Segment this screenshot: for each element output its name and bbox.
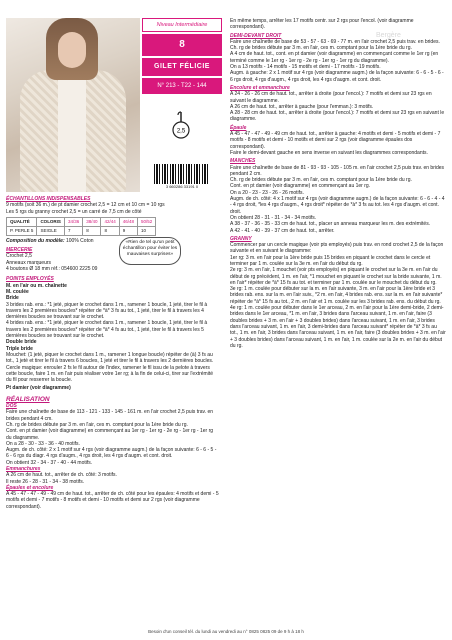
- table-header: QUALITÉ: [7, 217, 37, 226]
- table-header: COLORIS: [37, 217, 65, 226]
- man-step: Ch. rg de brides débute par 3 m. en l'air, ces m. comptant pour la 1ère bride du rg.: [230, 177, 412, 184]
- dd-step: A 4 cm de haut. tot., cont. en pt damier (voir diagramme) en commençant comme le 1er rg (en terminé comme le 1er rg - 1er rg - 2e rg - 1er rg - 1er rg du diagramme).: [230, 51, 439, 64]
- top-shape: [58, 74, 86, 192]
- emm-step: A 26 cm de haut. tot., arrêter de ch. côté: 3 motifs.: [6, 472, 117, 479]
- brand-watermark: Bergère: [376, 32, 401, 39]
- composition-label: Composition du modèle:: [6, 237, 65, 244]
- composition-line: [6, 238, 219, 244]
- encolure-title: Encolure et emmanchure: [230, 84, 290, 91]
- dos-step: On obtient 32 - 34 - 37 - 40 - 44 motifs.: [6, 459, 93, 466]
- man-step: A 42 - 41 - 40 - 39 - 37 cm de haut. tot., arrêter.: [230, 227, 335, 234]
- granny-title: GRANNY: [230, 235, 252, 242]
- samples-text: 9 motifs (soit 36 m.) de pt damier crochet 2,5 = 12 cm et 10 cm = 10 rgs Les 5 rgs du granny crochet 2,5 = un carré de 7,5 cm de côté: [6, 202, 165, 215]
- hook-size: 2,5: [176, 128, 186, 135]
- granny-step: 4e rg: 1 m. coulée pour débuter dans le 1er arceau, 2 m. en l'air pour la 1ère demi-bride, 2 demi-brides dans le 1er arceau, *1 m. en l'air, 3 brides dans l'arceau suivant, 1 m. en l'air, faire (3 doubles brides + 3 m. en l'air + 3 doubles brides) dans l'arceau suivant, 1 m. en l'air, 3 brides dans l'arceau suivant, 1 m. en l'air, 3 demi-brides dans l'arceau suivant* répéter de *à* 3 fs au tot., 1 m. en l'air, 3 brides dans l'arceau suivant, 1 m. en l'air, faire (3 doubles brides + 3 m. en l'air + 3 doubles brides) dans l'arceau suivant, 1 m. en l'air, 1 m. coulée sur la 2e m. en l'air du début du rg.: [230, 305, 446, 349]
- table-header: 38/40: [83, 217, 101, 226]
- man-step: On a 20 - 23 - 23 - 26 - 26 motifs.: [230, 189, 304, 196]
- dos-title: DOS: [6, 403, 17, 410]
- man-step: Cont. en pt damier (voir diagramme) en commençant au 1er rg.: [230, 183, 371, 190]
- demi-devant-title: DEMI-DEVANT DROIT: [230, 32, 282, 39]
- points-title: POINTS EMPLOYÉS: [6, 276, 54, 283]
- right-column: [230, 18, 446, 349]
- mercerie-title: MERCERIE: [6, 247, 33, 254]
- pattern-info-box: [142, 18, 222, 192]
- table-header: 50/52: [138, 217, 156, 226]
- table-cell: P. PERLE 5: [7, 226, 37, 235]
- table-cell: 8: [83, 226, 101, 235]
- granny-step: Commencer par un cercle magique (voir pts employés) puis trav. en rond crochet 2,5 de la façon suivante et en suivant le diagramme:: [230, 242, 444, 255]
- barcode-number: 3 660286 33191 0: [165, 184, 199, 189]
- point-3-brides: 3 brides rab. ens.: *1 jeté, piquer le crochet dans 1 m., ramener 1 boucle, 1 jeté, tirer le fil à travers les 2 premières boucles* répéter de *à* 3 fs au tot., 1 jeté, tirer le fil à travers les 4 dernières boucles se trouvant sur le crochet.: [6, 301, 208, 321]
- point-line: Bride: [6, 295, 19, 302]
- table-cell: 9: [119, 226, 137, 235]
- epaules-step: A 45 - 47 - 47 - 49 - 49 cm de haut. tot., arrêter de ch. côté pour les épaules: 4 motifs et demi - 5 motifs et demi - 7 motifs - 8 motifs et demi - 10 motifs et demi sur 2 rgs (voir diagramme correspondant).: [6, 491, 219, 510]
- enc-step: A 26 cm de haut. tot., arrêter à gauche (pour l'emman.): 3 motifs.: [230, 103, 374, 110]
- footer-text: Besoin d'un conseil tél. du lundi au vendredi au n° 0825 0825 09 de 9 h à 18 h: [148, 629, 304, 634]
- difficulty-level: Niveau Intermédiaire: [142, 18, 222, 32]
- table-header: 46/48: [119, 217, 137, 226]
- point-cercle: Cercle magique: enrouler 2 fs le fil autour de l'index, ramener le fil issu de la pelote à travers cette boucle, faire 1 m. en l'air puis réaliser votre 1er rg; à la fin de celui-ci, tirer sur l'extrémité du fil pour resserrer la boucle.: [6, 364, 213, 384]
- crochet-hook-icon: [170, 110, 192, 140]
- table-cell: 8: [101, 226, 119, 235]
- man-step: Augm. de ch. côté: 4 x 1 motif sur 4 rgs (voir diagramme augm.) de la façon suivante: 6 - 6 - 4 - 4 - 4 rgs droit, *les 4 rgs d'augm., 4 rgs droit* répéter de *à* 3 fs au tot. les 4 rgs d'augm. et cont. droit.: [230, 196, 445, 215]
- dd-step: On a 13 motifs - 14 motifs - 15 motifs et demi - 17 motifs - 19 motifs.: [230, 64, 381, 71]
- point-double-bride: Double bride: [6, 339, 37, 346]
- enc-step: A 24 - 26 - 26 cm de haut. tot., arrêter à droite (pour l'encol.): 7 motifs et demi sur 23 rgs en suivant le diagramme.: [230, 91, 432, 104]
- point-triple-bride: Triple bride: [6, 345, 33, 352]
- point-damier: Pt damier (voir diagramme): [6, 385, 71, 392]
- dos-step: Faire une chaînette de base de 113 - 121 - 133 - 145 - 161 m. en l'air crochet 2,5 puis trav. en brides pendant 4 cm.: [6, 409, 214, 422]
- composition-value: 100% Coton: [66, 237, 94, 244]
- barcode: [154, 164, 210, 184]
- dos-step: Ch. rg de brides débute par 3 m. en l'air, ces m. comptant pour la 1ère bride du rg.: [6, 421, 188, 428]
- point-4-brides: 4 brides rab. ens.: *1 jeté, piquer le crochet dans 1 m., ramener 1 boucle, 1 jeté, tirer le fil à travers les 2 premières boucles* répéter de *à* 4 fs au tot., 1 jeté, tirer le fil à travers les 5 dernières boucles se trouvant sur le crochet.: [6, 320, 208, 340]
- pattern-ref: N° 213 - T22 - 144: [142, 78, 222, 94]
- tip-bubble: «Rien de tel qu'un petit échantillon pour éviter les mauvaises surprises»: [119, 237, 181, 265]
- epaule-step: A 45 - 47 - 47 - 49 - 49 cm de haut. tot., arrêter à gauche: 4 motifs et demi - 5 motifs et demi - 7 motifs - 8 motifs et demi - 10 motifs et demi sur 2 rgs (voir diagramme épaules dos correspondant).: [230, 131, 441, 150]
- dos-step: Augm. de ch. côté: 2 x 1 motif sur 4 rgs (voir diagramme augm.) de la façon suivante: 6 - 6 - 5 - 6 - 6 rgs du diagr. 4 rgs d'augm., 4 rgs droit, les 4 rgs d'augm. et cont. droit.: [6, 447, 217, 460]
- pattern-number: 8: [142, 34, 222, 56]
- point-line: M. en l'air ou m. chaînette: [6, 282, 67, 289]
- table-cell: SEIGLE: [37, 226, 65, 235]
- point-mouchet: Mouchet: (1 jeté, piquer le crochet dans 1 m., ramener 1 longue boucle) répéter de (à) 3 fs au tot., 1 jeté et tirer le fil à travers 6 boucles, 1 jeté et tirer le fil à travers les 2 dernières boucles.: [6, 351, 214, 365]
- pattern-name: GILET FÉLICIE: [142, 58, 222, 76]
- dd-step: Augm. à gauche: 2 x 1 motif sur 4 rgs (voir diagramme augm.) de la façon suivante: 6 - 6 - 5 - 6 - 6 rgs droit, 4 rgs d'augm., 4 rgs droit, les 4 rgs d'augm. et cont. droit.: [230, 70, 444, 83]
- granny-step: 3e rg: 1 m. coulée pour débuter sur la m. en l'air suivante, 3 m. en l'air pour la 1ère bride et 3 brides rab. ens. sur la m. en l'air suiv., *2 m. en l'air, 4 brides rab. ens. sur la m. en l'air suivante* répéter de *à* 15 fs au tot., 2 m. en l'air et 1 m. coulée sur les 3 brides rab. ens. du début du rg.: [230, 286, 443, 305]
- manches-title: MANCHES: [230, 158, 256, 165]
- dd-step: Faire une chaînette de base de 53 - 57 - 63 - 69 - 77 m. en l'air crochet 2,5 puis trav. en brides.: [230, 38, 440, 45]
- table-row: [7, 226, 156, 235]
- epaule-title: Épaule: [230, 124, 247, 131]
- table-cell: 7: [64, 226, 82, 235]
- dos-step: Cont. en pt damier (voir diagramme) en commençant au 1er rg - 1er rg - 2e rg - 1er rg - 1er rg du diagramme.: [6, 428, 214, 441]
- meme-temps: En même temps, arrêter les 17 motifs centr. sur 2 rgs pour l'encol. (voir diagramme correspondant).: [230, 18, 414, 31]
- granny-step: 2e rg: 3 m. en l'air, 1 mouchet (voir pts employés) en piquant le crochet sur la 3e m. en l'air du début de rg précédent, 1 m. en l'air, *1 mouchet en piquant le crochet sur la bride suivante, 1 m. en l'air* répéter de *à* 15 fs au tot. et terminer par 1 m. coulée sur le mouchet du début du rg.: [230, 267, 442, 286]
- left-column: [6, 196, 219, 510]
- table-header-row: [7, 217, 156, 226]
- man-step: Faire une chaînette de base de 81 - 93 - 93 - 105 - 105 m. en l'air crochet 2,5 puis trav. en brides pendant 2 cm.: [230, 164, 445, 177]
- table-cell: 10: [138, 226, 156, 235]
- table-header: 34/36: [64, 217, 82, 226]
- table-header: 42/44: [101, 217, 119, 226]
- man-step: On obtient 28 - 31 - 31 - 34 - 34 motifs.: [230, 214, 317, 221]
- mercerie-text: Crochet 2,5 Anneaux marqueurs 4 boutons Ø 18 mm réf.: 054600 2225 09: [6, 253, 98, 273]
- samples-title: ÉCHANTILLONS INDISPENSABLES: [6, 196, 91, 202]
- face-shape: [58, 32, 86, 68]
- realisation-title: RÉALISATION: [6, 395, 50, 403]
- man-step: A 38 - 37 - 36 - 35 - 33 cm de haut. tot., placer un anneau marqueur les m. des extrémités.: [230, 221, 431, 228]
- granny-step: 1er rg: 3 m. en l'air pour la 1ère bride puis 15 brides en piquant le crochet dans le cercle et terminer par 1 m. coulée sur la 3e m. en l'air du début du rg.: [230, 254, 431, 267]
- epaule-step: Faire le demi-devant gauche en sens inverse en suivant les diagrammes correspondants.: [230, 149, 428, 156]
- dd-step: Ch. rg de brides débute par 3 m. en l'air, ces m. comptant pour la 1ère bride du rg.: [230, 45, 412, 52]
- point-line: M. coulée: [6, 288, 29, 295]
- dos-step: On a 28 - 30 - 33 - 36 - 40 motifs.: [6, 440, 80, 447]
- epaules-title: Épaules et encolure: [6, 484, 54, 491]
- model-photo: [6, 18, 140, 192]
- yarn-table: [6, 217, 156, 236]
- emmanchures-title: Emmanchures: [6, 465, 41, 472]
- enc-step: A 28 - 28 cm de haut. tot., arrêter à droite (pour l'encol.): 7 motifs et demi sur 23 rgs en suivant le diagramme.: [230, 110, 445, 123]
- emm-step: Il reste 26 - 28 - 31 - 34 - 38 motifs.: [6, 478, 85, 485]
